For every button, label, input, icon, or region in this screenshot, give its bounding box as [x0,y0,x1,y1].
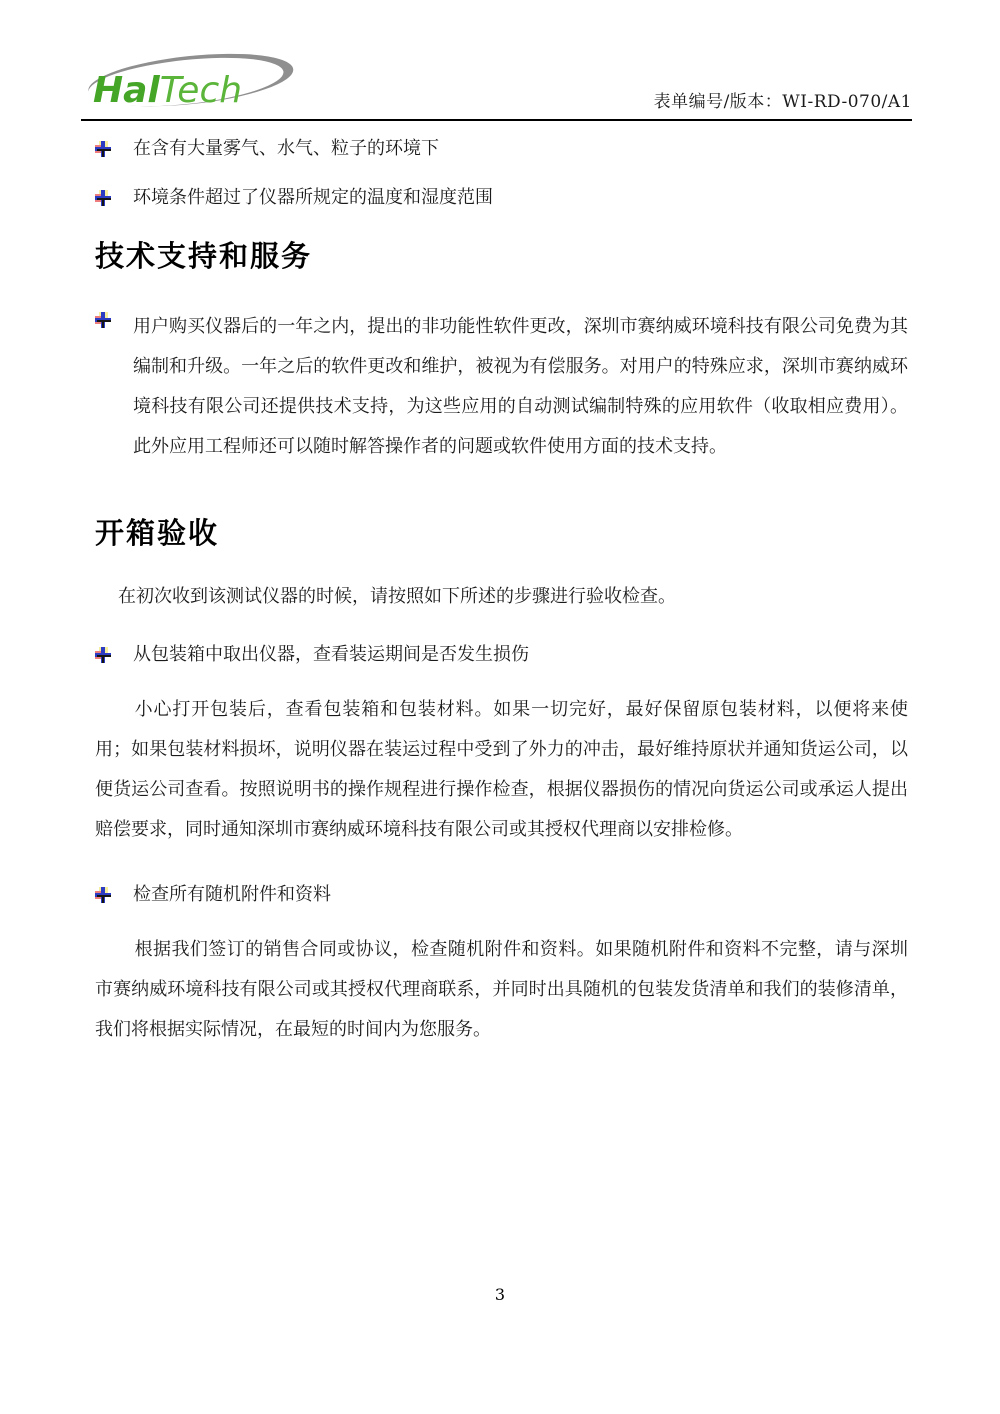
paragraph-text: 根据我们签订的销售合同或协议，检查随机附件和资料。如果随机附件和资料不完整，请与深圳市赛纳威环境科技有限公司或其授权代理商联系，并同时出具随机的包装发货清单和我们的装修清单，我们将根据实际情况，在最短的时间内为您服务。 [95,939,908,1040]
list-item-text: 环境条件超过了仪器所规定的温度和湿度范围 [133,187,493,208]
colored-plus-bullet-icon [95,141,111,157]
colored-plus-bullet-icon [95,312,111,328]
colored-plus-bullet-icon [95,647,111,663]
intro-bullet-list [95,136,908,211]
paragraph-text: 小心打开包装后，查看包装箱和包装材料。如果一切完好，最好保留原包装材料，以便将来使用；如果包装材料损坏，说明仪器在装运过程中受到了外力的冲击，最好维持原状并通知货运公司，以便货运公司查看。按照说明书的操作规程进行操作检查，根据仪器损伤的情况向货运公司或承运人提出赔偿要求，同时通知深圳市赛纳威环境科技有限公司或其授权代理商以安排检修。 [95,699,908,840]
list-item [95,136,908,162]
paragraph-text: 用户购买仪器后的一年之内，提出的非功能性软件更改，深圳市赛纳威环境科技有限公司免费为其编制和升级。一年之后的软件更改和维护，被视为有偿服务。对用户的特殊应求，深圳市赛纳威环境科技有限公司还提供技术支持，为这些应用的自动测试编制特殊的应用软件（收取相应费用）。此外应用工程师还可以随时解答操作者的问题或软件使用方面的技术支持。 [133,316,908,457]
list-item-text: 从包装箱中取出仪器，查看装运期间是否发生损伤 [133,644,529,665]
page-header [81,50,912,121]
section-title-unpack: 开箱验收 [95,516,220,550]
unpack-intro: 在初次收到该测试仪器的时候，请按照如下所述的步骤进行验收检查。 [118,586,676,607]
support-bullet-paragraph [95,307,908,467]
section-title-support: 技术支持和服务 [95,239,313,273]
form-number: 表单编号/版本：WI-RD-070/A1 [653,92,912,112]
page-number: 3 [494,1285,506,1304]
list-item-text: 在含有大量雾气、水气、粒子的环境下 [133,138,439,159]
list-item-text: 检查所有随机附件和资料 [133,884,331,905]
list-item [95,185,908,211]
logo-text: HalTech [93,70,243,111]
colored-plus-bullet-icon [95,887,111,903]
list-item [95,882,908,908]
haltech-logo [81,50,299,114]
colored-plus-bullet-icon [95,190,111,206]
list-item [95,642,908,668]
